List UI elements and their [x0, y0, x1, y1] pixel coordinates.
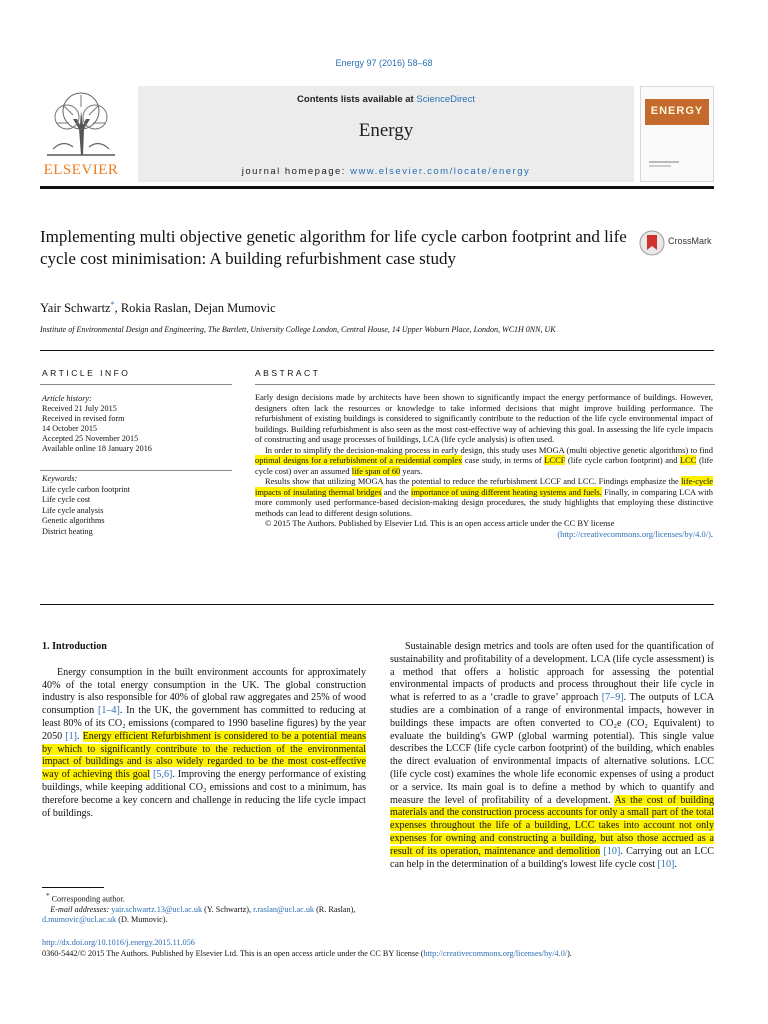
history-item: Received in revised form — [42, 414, 125, 424]
highlighted-text: As the cost of building materials and the construction process accounts for only a small part of the total expenses throughout the life of a building, LCC takes into account not only expenses for owning and constructing a building, but also those accrued as a result of its operation, maintenance and demolition — [390, 794, 714, 857]
text-run: Energy consumption in the built environment accounts for approximately 40% of the total energy consumption in the UK. The global construction industry is also responsible for 40% of global raw aggregates and 25% of wood consumption — [42, 666, 366, 717]
journal-masthead — [138, 86, 634, 182]
abstract-end-rule — [40, 604, 714, 605]
citation-link[interactable]: [10] — [603, 845, 621, 857]
keyword: Life cycle analysis — [42, 505, 104, 515]
text-run: . In the UK, the government has committed to reducing at least 80% of its CO₂ emissions (compared to 1990 baseline figures) by the year 2050 — [42, 705, 366, 742]
article-info-heading: ARTICLE INFO — [42, 368, 131, 378]
email-link[interactable]: d.mumovic@ucl.ac.uk — [42, 915, 117, 925]
text-run: (life cycle cost) over an assumed — [255, 455, 714, 476]
citation-link[interactable]: [1–4] — [97, 705, 120, 717]
journal-homepage — [138, 166, 634, 177]
text-run: . — [710, 528, 713, 539]
text-run: case study, in terms of — [462, 455, 545, 465]
keyword: Life cycle carbon footprint — [42, 484, 130, 494]
abstract-body — [255, 392, 713, 539]
text-run: . Improving the energy performance of existing buildings, while keeping additional CO₂ emissions and cost to a minimum, has therefore become a key concern and challenge in reducing the life cycle impact of buildings. — [42, 769, 366, 819]
license-line — [255, 529, 713, 540]
text-run: . The outputs of LCA studies are a combination of a range of environmental impacts, however in buildings these impacts are often converted to CO₂e (CO₂ Equivalent) to evaluate the building's GWP (global warming potential). This single value describes the LCCF (life cycle carbon footprint) of the building, which enables the direct evaluation of environmental impacts of alternative solutions. LCC (life cycle cost) examines the whole life economic expenses of using a product or a service. Its main goal is to define a method by which to quantify and measure the level of profitability of a development. — [390, 692, 714, 806]
contents-prefix: Contents lists available at — [297, 94, 417, 105]
homepage-prefix: journal homepage: — [241, 166, 351, 177]
abstract-paragraph — [255, 445, 713, 477]
citation-link[interactable]: [10] — [657, 858, 675, 870]
copyright-line: © 2015 The Authors. Published by Elsevier Ltd. This is an open access article under the CC BY license — [265, 518, 615, 528]
text-run: . — [674, 858, 677, 870]
citation-link[interactable]: [7–9] — [601, 692, 624, 704]
citation-link[interactable]: [5,6] — [153, 769, 173, 781]
keyword: Genetic algorithms — [42, 516, 105, 526]
header-rule — [40, 186, 714, 189]
crossmark-icon — [639, 230, 665, 256]
highlighted-text: LCCF — [544, 455, 566, 465]
author-list — [40, 300, 276, 316]
homepage-link[interactable]: www.elsevier.com/locate/energy — [350, 166, 531, 177]
email-link[interactable]: yair.schwartz.13@ucl.ac.uk — [111, 905, 203, 915]
history-item: Accepted 25 November 2015 — [42, 434, 139, 444]
highlighted-text: life-cycle impacts of insulating thermal bridges — [255, 476, 713, 497]
highlighted-text: life span of 60 — [351, 465, 401, 476]
cover-title: ENERGY — [650, 105, 704, 117]
corresponding-author-mark[interactable]: * — [110, 300, 115, 309]
crossmark-label: CrossMark — [668, 236, 712, 246]
footnote-text: Corresponding author. — [51, 894, 125, 904]
body-column-right — [390, 641, 714, 871]
text-run: Results show that utilizing MOGA has the potential to reduce the refurbishment LCCF and LCC. Findings emphasize the — [265, 476, 682, 486]
keyword: Life cycle cost — [42, 495, 91, 505]
elsevier-wordmark: ELSEVIER — [43, 162, 119, 178]
author-names-rest: , Rokia Raslan, Dejan Mumovic — [114, 301, 276, 316]
keyword: District heating — [42, 526, 93, 536]
article-history — [42, 394, 232, 455]
history-item: 14 October 2015 — [42, 424, 98, 434]
body-paragraph — [42, 667, 366, 821]
article-info-rule — [40, 384, 232, 385]
highlighted-text: optimal designs for a refurbishment of a residential complex — [255, 455, 463, 465]
text-run: Sustainable design metrics and tools are often used for the quantification of sustainability and profitability of a development. LCA (life cycle assessment) is a method that offers a holistic approach for assessing the potential environmental impacts of products and process throughout their life cycle in what is referred to as a ‘cradle to grave’ approach — [390, 641, 714, 704]
doi-link[interactable]: http://dx.doi.org/10.1016/j.energy.2015.11.056 — [42, 938, 195, 947]
highlighted-text: importance of using different heating systems and fuels. — [411, 486, 602, 497]
email-link[interactable]: r.raslan@ucl.ac.uk — [253, 905, 315, 915]
history-item: Available online 18 January 2016 — [42, 444, 152, 454]
highlighted-text: LCC — [679, 455, 697, 465]
email-label: E-mail addresses: — [50, 905, 112, 915]
sciencedirect-link[interactable]: ScienceDirect — [416, 94, 475, 105]
author-name: Yair Schwartz — [40, 301, 111, 316]
journal-name: Energy — [358, 120, 414, 141]
journal-cover-thumbnail[interactable] — [640, 86, 714, 182]
title-rule — [40, 350, 714, 351]
keywords-label: Keywords: — [42, 474, 78, 483]
text-run: . Carrying out an LCC can help in the determination of a building's lowest life cycle cost — [390, 845, 714, 870]
body-column-left — [42, 641, 366, 820]
citation-link[interactable]: [1] — [65, 730, 78, 742]
abstract-paragraph — [255, 476, 713, 518]
body-paragraph — [390, 641, 714, 871]
history-label: Article history: — [42, 394, 92, 403]
elsevier-tree-icon — [43, 89, 119, 157]
article-title: Implementing multi objective genetic algorithm for life cycle carbon footprint and life cycle cost minimisation: A building refurbishment case study — [40, 227, 627, 268]
footnote-mark: * — [46, 893, 50, 900]
license-link[interactable]: (http://creativecommons.org/licenses/by/4.0/) — [557, 528, 711, 539]
abstract-paragraph: Early design decisions made by architects have been shown to significantly impact the energy performance of buildings. However, designers often lack the resources or knowledge to take informed decisions that might improve building performance. The refurbishment of existing buildings is considered to significantly contribute to the reduction of the life cycle environmental impact of buildings. Building refurbishment is also seen as the most cost-effective way of achieving this goal. In assessing the life cycle impacts of constructing and usage processes of buildings, LCA (life cycle analysis) is often used. — [255, 392, 713, 444]
text-run: years. — [400, 465, 423, 476]
issn-text: 0360-5442/© 2015 The Authors. Published by Elsevier Ltd. This is an open access article under the CC BY license ( — [42, 949, 424, 958]
footnote-emails — [42, 905, 366, 926]
journal-banner — [40, 86, 714, 182]
footnotes — [42, 892, 366, 926]
text-run: Finally, in comparing LCA with more commonly used performance-based decision-making design procedures, the study highlights that employing these distinctive methods can lead to different design solutions. — [255, 486, 713, 518]
section-heading: 1. Introduction — [42, 641, 107, 652]
cover-text-lines — [649, 131, 705, 171]
text-run: (life cycle carbon footprint) and — [565, 455, 680, 465]
abstract-rule — [255, 384, 715, 385]
author-affiliation: Institute of Environmental Design and Engineering, The Bartlett, University College London, Central House, 14 Upper Woburn Place, London, WC1H 0NN, UK — [40, 325, 556, 334]
footnote-corresponding — [42, 892, 366, 905]
abstract-heading: ABSTRACT — [255, 368, 321, 378]
keywords-list — [42, 474, 232, 538]
text-run: ). — [567, 949, 572, 958]
email-owner: (D. Mumovic). — [116, 915, 168, 925]
contents-line — [138, 94, 634, 105]
email-owner: (R. Raslan), — [314, 905, 356, 915]
highlighted-text: Energy efficient Refurbishment is considered to be a potential means by which to significantly contribute to the reduction of the environmental impact of buildings and is also widely regarded to be the most cost-effective way of achieving this goal — [42, 730, 366, 781]
text-run: . — [77, 730, 83, 742]
issn-line — [42, 949, 722, 958]
email-owner: (Y. Schwartz), — [202, 905, 254, 915]
text-run: In order to simplify the decision-making process in early design, this study uses MOGA (multi objective genetic algorithms) to find — [265, 444, 713, 455]
footnote-rule — [42, 887, 104, 888]
journal-citation[interactable]: Energy 97 (2016) 58–68 — [335, 58, 433, 68]
license-link[interactable]: http://creativecommons.org/licenses/by/4.0/ — [423, 949, 568, 958]
keywords-rule — [40, 470, 232, 471]
history-item: Received 21 July 2015 — [42, 404, 117, 414]
text-run: and the — [381, 486, 412, 497]
elsevier-logo[interactable] — [40, 86, 122, 182]
